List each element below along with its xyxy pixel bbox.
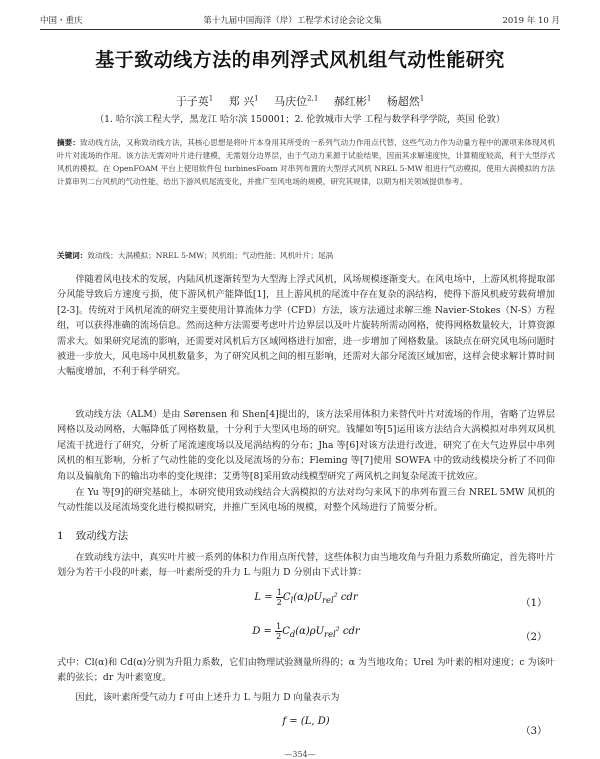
intro-paragraph: 致动线方法（ALM）是由 Sørensen 和 Shen[4]提出的，该方法采用体积力来替代叶片对流场的作用，省略了边界层网格以及动网格，大幅降低了网格数量，十分利于大型风电场的研究。钱耀如等[5]运用该方法结合大涡模拟对串列双风机尾流干扰进行了研究，分析了尾流速度场以及尾涡结构的分布；Jha 等[6]对该方法进行改进，研究了在大气边界层中串列风机的相互影响，分析了气动性能的变化以及尾流场的分布；Fleming 等[7]使用 SOWFA 中的致动线模块分析了不同仰角以及偏航角下的输出功率的变化规律；艾勇等[8]采用致动线模型研究了两风机之间复杂尾流干扰效应。 (57, 409, 555, 482)
intro-paragraph: 伴随着风电技术的发展，内陆风机逐渐转型为大型海上浮式风机，风场规模逐渐变大。在风电场中，上游风机将提取部分风能导致后方速度亏损，使下游风机产能降低[1]，且上游风机的尾流中存在复杂的涡结构，使得下游风机疲劳载荷增加[2-3]。传统对于风机尾流的研究主要使用计算流体力学（CFD）方法，该方法通过求解三维 Navier-Stokes（N-S）方程组，可以获得准确的流场信息。然而这种方法需要考虑叶片边界层以及叶片旋转所需动网格，使得网格数量较大，计算资源需求大。如果研究尾流的影响，还需要对风机后方区域网格进行加密，进一步增加了网格数量。该缺点在研究风电场问题时被进一步放大，风电场中风机数量多，为了研究风机之间的相互影响，还需对大部分尾流区域加密，这样会使求解计算时间大幅度增加，不利于科学研究。 (57, 274, 555, 378)
affiliations: （1. 哈尔滨工程大学，黑龙江 哈尔滨 150001；2. 伦敦城市大学 工程与数学科学学院，英国 伦敦） (94, 114, 506, 125)
section-title: 致动线方法 (75, 530, 129, 542)
equation-2: D = $\frac{1}{2}$ $C_d(\alpha)\rho U_{rel}^2$ cdr （2） (252, 622, 547, 643)
author: 郑 兴$^1$ (228, 94, 259, 108)
author-list (40, 93, 560, 109)
abstract-label: 摘要： (57, 138, 80, 147)
equation-3: f = (L, D) （3） (282, 716, 547, 737)
section-number: 1 (57, 530, 64, 542)
keywords (57, 250, 555, 261)
abstract (57, 136, 555, 188)
author: 于子英$^1$ (175, 94, 214, 108)
header-rule (40, 29, 560, 30)
header-date: 2019 年 10 月 (502, 16, 560, 26)
equation-number: （2） (520, 632, 547, 643)
author: 马庆位$^{2,1}$ (274, 94, 319, 108)
force-intro: 因此，该叶素所受气动力 f 可由上述升力 L 与阻力 D 向量表示为 (75, 692, 340, 703)
author: 杨超然$^1$ (386, 94, 425, 108)
header-location: 中国・重庆 (40, 16, 83, 26)
page-number: —354— (284, 750, 316, 759)
keywords-text: 致动线；大涡模拟；NREL 5-MW；风机组；气动性能；风机叶片；尾涡 (87, 251, 334, 260)
author: 郝红彬$^1$ (333, 94, 372, 108)
equation-number: （1） (520, 598, 547, 609)
section-heading (57, 528, 128, 543)
equation-1: L = $\frac{1}{2}$ $C_l(\alpha)\rho U_{rel}^2$ cdr （1） (254, 588, 547, 609)
keywords-label: 关键词： (57, 251, 88, 260)
abstract-text: 致动线方法，又称致动线方法，其核心思想是将叶片本身用其所受的一系列气动力作用点代替，这些气动力作为动量方程中的源项来体现风机叶片对流场的作用。该方法无需对叶片进行建模，无需划分边界层，由于气动力来源于试验结果，因而其求解速度快，计算精度较高，利于大型浮式风机的模拟。在 OpenFOAM 平台上使用软件包 turbinesFoam 对串列布置的大型浮式风机 NREL 5-MW 组进行气动模拟，使用大涡模拟的方法计算串列二台风机的气动性能，给出下游风机尾流变化，并推广至风电场的规模，研究其规律，以期为相关领域提供参考。 (57, 138, 556, 186)
where-paragraph: 式中：Cl(α)和 Cd(α)分别为升阻力系数，它们由物理试验测量所得的；α 为当地攻角；Urel 为叶素的相对速度；c 为该叶素的弦长；dr 为叶素宽度。 (57, 657, 555, 684)
header-proceedings: 第十九届中国海洋（岸）工程学术讨论会论文集 (203, 16, 382, 26)
intro-paragraph: 在 Yu 等[9]的研究基础上，本研究使用致动线结合大涡模拟的方法对均匀来风下的串列布置三台 NREL 5MW 风机的气动性能以及尾流场变化进行模拟研究，并推广至风电场的规模，对整个风场进行了简要分析。 (57, 487, 555, 514)
running-header (40, 12, 560, 28)
equation-number: （3） (520, 726, 547, 737)
fraction: $\frac{1}{2}$ (276, 622, 282, 641)
paper-title: 基于致动线方法的串列浮式风机组气动性能研究 (95, 49, 505, 71)
fraction: $\frac{1}{2}$ (276, 588, 282, 607)
method-paragraph: 在致动线方法中，真实叶片被一系列的体积力作用点所代替，这些体积力由当地攻角与升阻力系数所确定，首先将叶片划分为若干小段的叶素，每一叶素所受的升力 L 与阻力 D 分别由下式计算： (57, 552, 555, 579)
